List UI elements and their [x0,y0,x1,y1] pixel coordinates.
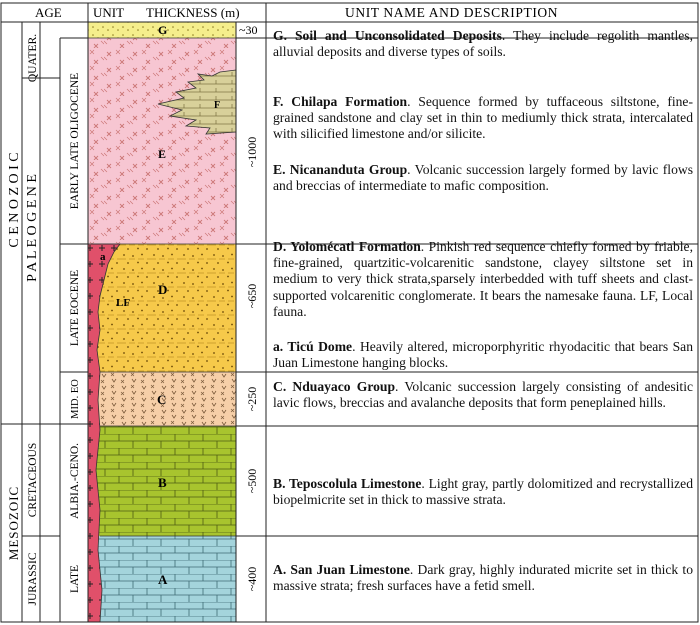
epoch-albian: ALBIA.-CENO. [69,442,81,520]
desc-g [273,28,693,60]
desc-g-text: . They include regolith mantles, alluvial deposits and diverse types of soils. [273,28,693,60]
period-jurassic: JURASSIC [27,552,39,606]
epoch-oligocene: EARLY LATE OLIGOCENE [69,72,81,210]
desc-b-name: B. Teposcolula Limestone [273,476,422,491]
desc-e-text: . Volcanic succession largely formed by lavic flows and breccias of intermediate to mafic composition. [273,162,693,194]
desc-f-name: F. Chilapa Formation [273,94,408,109]
header-thickness: THICKNESS (m) [146,5,240,20]
unit-label-a-small: a [100,251,106,263]
unit-label-c: C [157,392,167,407]
unit-label-lf: LF [116,297,131,309]
header-age: AGE [35,5,62,20]
desc-a-text: . Dark gray, highly indurated micrite set in thick to massive strata; fresh surfaces have a fetid smell. [273,562,693,594]
desc-a-name: A. San Juan Limestone [273,562,410,577]
epoch-late: LATE [69,564,81,594]
period-quaternary: QUATER. [27,33,39,83]
unit-label-b: B [158,475,167,490]
unit-label-e: E [158,147,167,161]
desc-e-name: E. Nicananduta Group [273,162,408,177]
desc-g-name: G. Soil and Unconsolidated Deposits [273,28,502,43]
era-cenozoic: C E N O Z O I C [7,152,22,248]
desc-d-text: . Pinkish red sequence chiefly formed by friable, fine-grained, quartzitic-volcarenitic sandstone, clayey siltstone set in medium to very thick strata,sparsely interbedded with tuff sheets and clast-supported volcarenitic conglomerate. It bears the namesake fauna. LF, Local fauna. [273,239,693,319]
desc-b-text: . Light gray, partly dolomitized and recrystallized biopelmicrite set in thick to massive strata. [273,476,693,508]
period-cretaceous: CRETACEOUS [27,442,39,518]
desc-d [273,239,693,320]
unit-label-a: A [158,572,168,587]
desc-a-small-text: . Heavily altered, microporphyritic rhyodacitic that bears San Juan Limestone hanging blocks. [273,339,693,371]
unit-e-fill [88,38,236,244]
thickness-g: ~30 [239,23,258,37]
era-mesozoic: MESOZOIC [6,485,21,561]
desc-c [273,379,693,411]
unit-d-fill [88,244,236,372]
header-name-desc: UNIT NAME AND DESCRIPTION [345,5,559,20]
header-unit: UNIT [93,5,125,20]
desc-d-name: D. Yolomécatl Formation [273,239,421,254]
thickness-e: ~1000 [245,136,259,168]
unit-label-g: G [158,23,168,37]
epoch-mid-eo: MID. EO [70,379,81,419]
desc-a [273,562,693,594]
thickness-a: ~400 [245,566,259,592]
desc-e [273,162,693,194]
thickness-d: ~650 [245,283,259,309]
desc-a-small [273,339,693,371]
desc-c-text: . Volcanic succession largely consisting of andesitic lavic flows, breccias and avalanche deposits that form peneplained hills. [273,379,694,411]
desc-f-text: . Sequence formed by tuffaceous siltstone, fine-grained sandstone and clay set in thin to mediumly thick strata, intercalated with silicified limestone and/or silicite. [273,94,693,142]
period-paleogene: P A L E O G E N E [25,174,40,282]
unit-label-d: D [158,282,168,297]
desc-c-name: C. Nduayaco Group [273,379,396,394]
desc-f [273,94,693,143]
lithology-column [88,22,236,622]
desc-b [273,476,693,508]
thickness-c: ~250 [245,386,259,412]
unit-label-f: F [214,100,221,111]
thickness-b: ~500 [245,468,259,494]
desc-a-small-name: a. Ticú Dome [273,339,353,354]
epoch-eocene: LATE EOCENE [69,269,81,347]
